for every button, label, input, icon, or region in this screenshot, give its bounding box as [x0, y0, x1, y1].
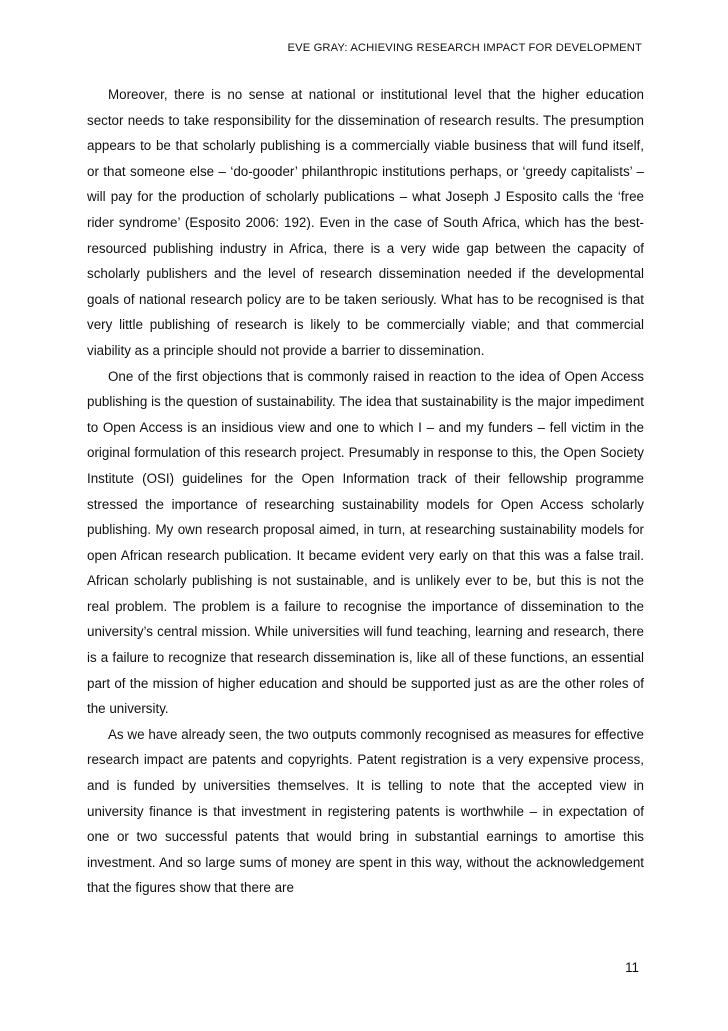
page-number: 11	[625, 960, 639, 975]
body-text	[87, 82, 644, 901]
paragraph-higher-education-responsibility: Moreover, there is no sense at national or institutional level that the higher education sector needs to take responsibility for the dissemination of research results. The presumption appears to be that scholarly publishing is a commercially viable business that will fund itself, or that someone else – ‘do-gooder’ philanthropic institutions perhaps, or ‘greedy capitalists’ – will pay for the production of scholarly publications – what Joseph J Esposito calls the ‘free rider syndrome’ (Esposito 2006: 192). Even in the case of South Africa, which has the best-resourced publishing industry in Africa, there is a very wide gap between the capacity of scholarly publishers and the level of research dissemination needed if the developmental goals of national research policy are to be taken seriously. What has to be recognised is that very little publishing of research is likely to be commercially viable; and that commercial viability as a principle should not provide a barrier to dissemination.	[87, 87, 644, 358]
running-header: EVE GRAY: ACHIEVING RESEARCH IMPACT FOR DEVELOPMENT	[287, 42, 642, 54]
paragraph-sustainability-objection: One of the first objections that is commonly raised in reaction to the idea of Open Access publishing is the question of sustainability. The idea that sustainability is the major impediment to Open Access is an insidious view and one to which I – and my funders – fell victim in the original formulation of this research project. Presumably in response to this, the Open Society Institute (OSI) guidelines for the Open Information track of their fellowship programme stressed the importance of researching sustainability models for Open Access scholarly publishing. My own research proposal aimed, in turn, at researching sustainability models for open African research publication. It became evident very early on that this was a false trail. African scholarly publishing is not sustainable, and is unlikely ever to be, but this is not the real problem. The problem is a failure to recognise the importance of dissemination to the university’s central mission. While universities will fund teaching, learning and research, there is a failure to recognize that research dissemination is, like all of these functions, an essential part of the mission of higher education and should be supported just as are the other roles of the university.	[87, 368, 644, 717]
paragraph-patents-and-copyrights: As we have already seen, the two outputs commonly recognised as measures for effective research impact are patents and copyrights. Patent registration is a very expensive process, and is funded by universities themselves. It is telling to note that the accepted view in university finance is that investment in registering patents is worthwhile – in expectation of one or two successful patents that would bring in substantial earnings to amortise this investment. And so large sums of money are spent in this way, without the acknowledgement that the figures show that there are	[87, 726, 644, 896]
